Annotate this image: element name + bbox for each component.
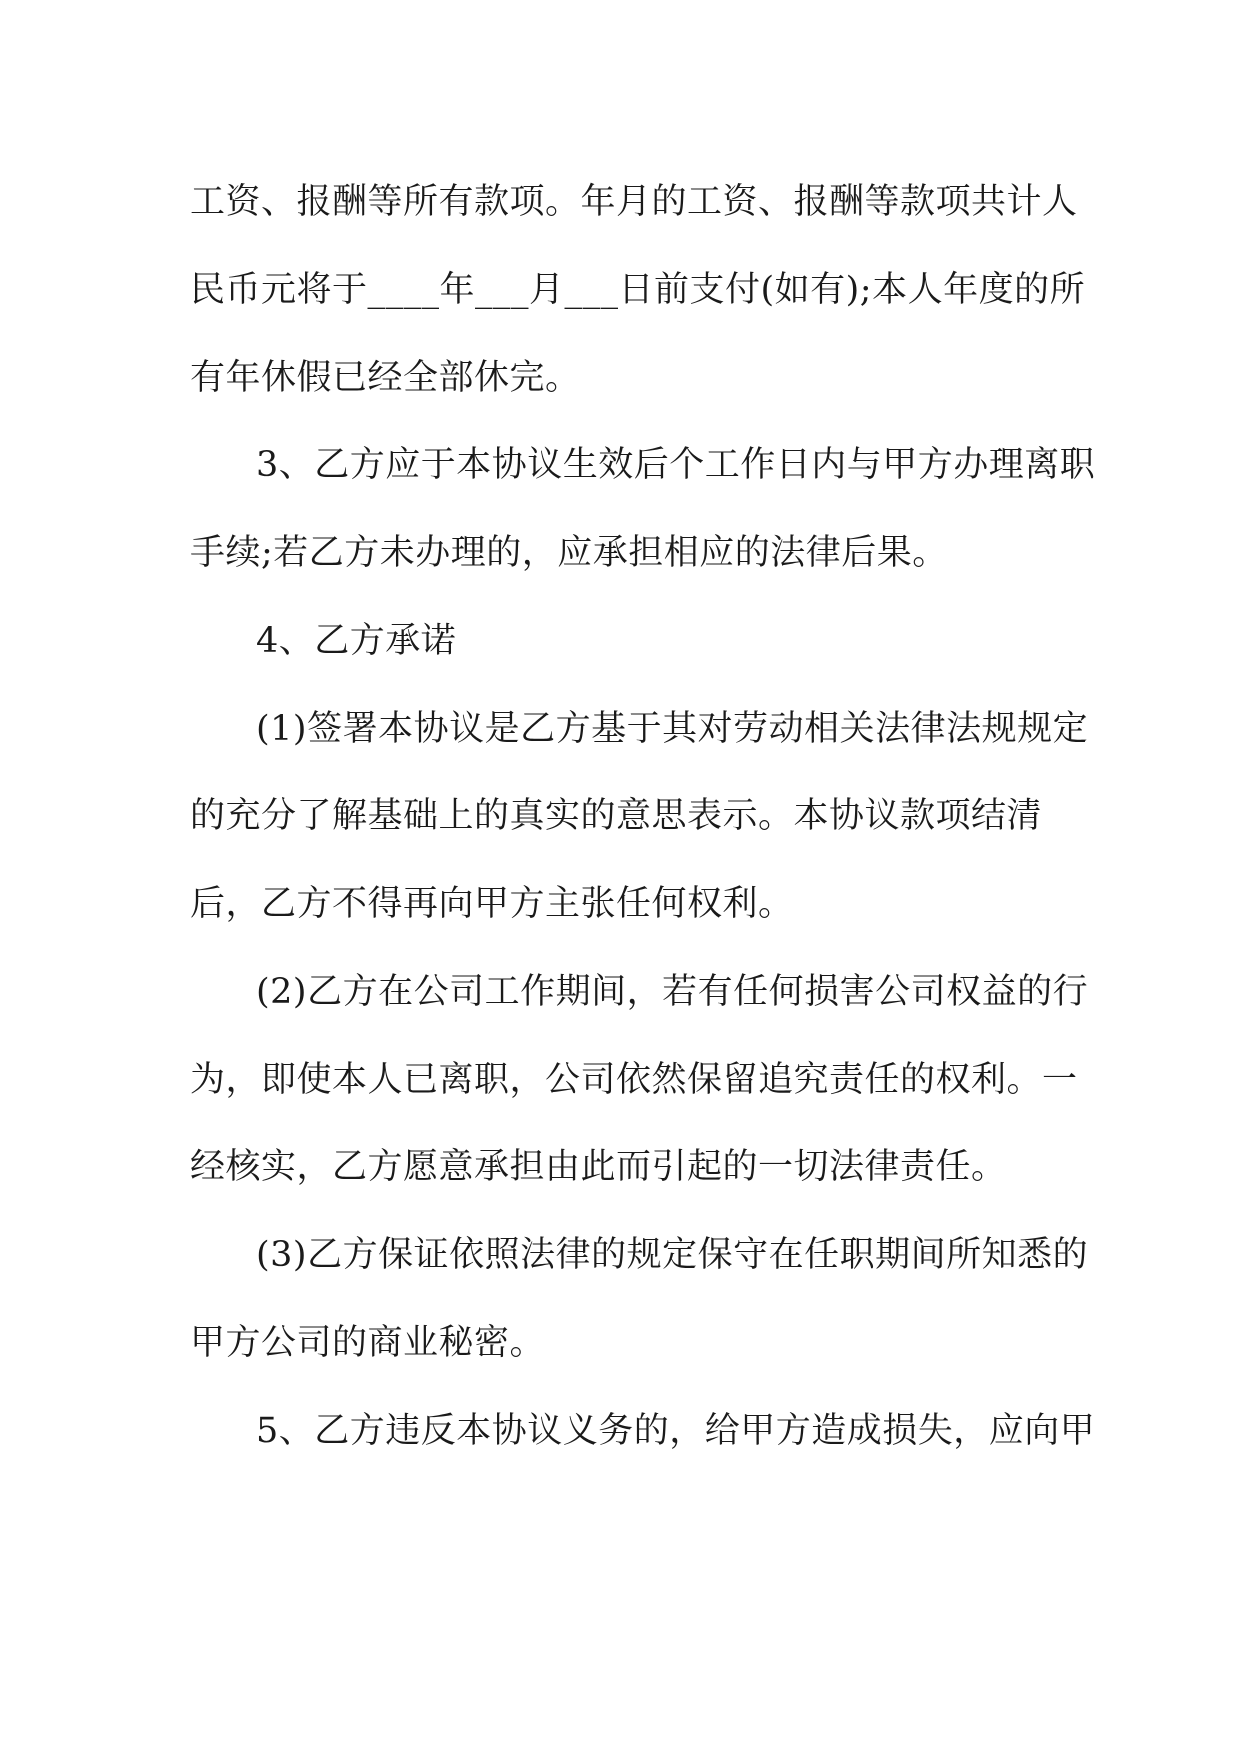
text-line: 有年休假已经全部休完。 [190, 358, 581, 398]
text-line: 民币元将于____年___月___日前支付(如有);本人年度的所 [190, 270, 1086, 310]
text-line: 3、乙方应于本协议生效后个工作日内与甲方办理离职 [256, 445, 1096, 485]
text-line: (3)乙方保证依照法律的规定保守在任职期间所知悉的 [256, 1235, 1089, 1275]
text-line: 5、乙方违反本协议义务的，给甲方造成损失，应向甲 [256, 1411, 1096, 1451]
text-line: 甲方公司的商业秘密。 [190, 1323, 546, 1363]
text-line: 工资、报酬等所有款项。年月的工资、报酬等款项共计人 [190, 182, 1078, 222]
text-line: 为，即使本人已离职，公司依然保留追究责任的权利。一 [190, 1060, 1078, 1100]
text-line: 4、乙方承诺 [256, 621, 457, 661]
text-line: 手续;若乙方未办理的，应承担相应的法律后果。 [190, 533, 948, 573]
text-line: 经核实，乙方愿意承担由此而引起的一切法律责任。 [190, 1147, 1007, 1187]
text-line: 后，乙方不得再向甲方主张任何权利。 [190, 884, 794, 924]
text-line: (1)签署本协议是乙方基于其对劳动相关法律法规规定 [256, 709, 1089, 749]
text-line: (2)乙方在公司工作期间，若有任何损害公司权益的行 [256, 972, 1089, 1012]
text-line: 的充分了解基础上的真实的意思表示。本协议款项结清 [190, 796, 1043, 836]
